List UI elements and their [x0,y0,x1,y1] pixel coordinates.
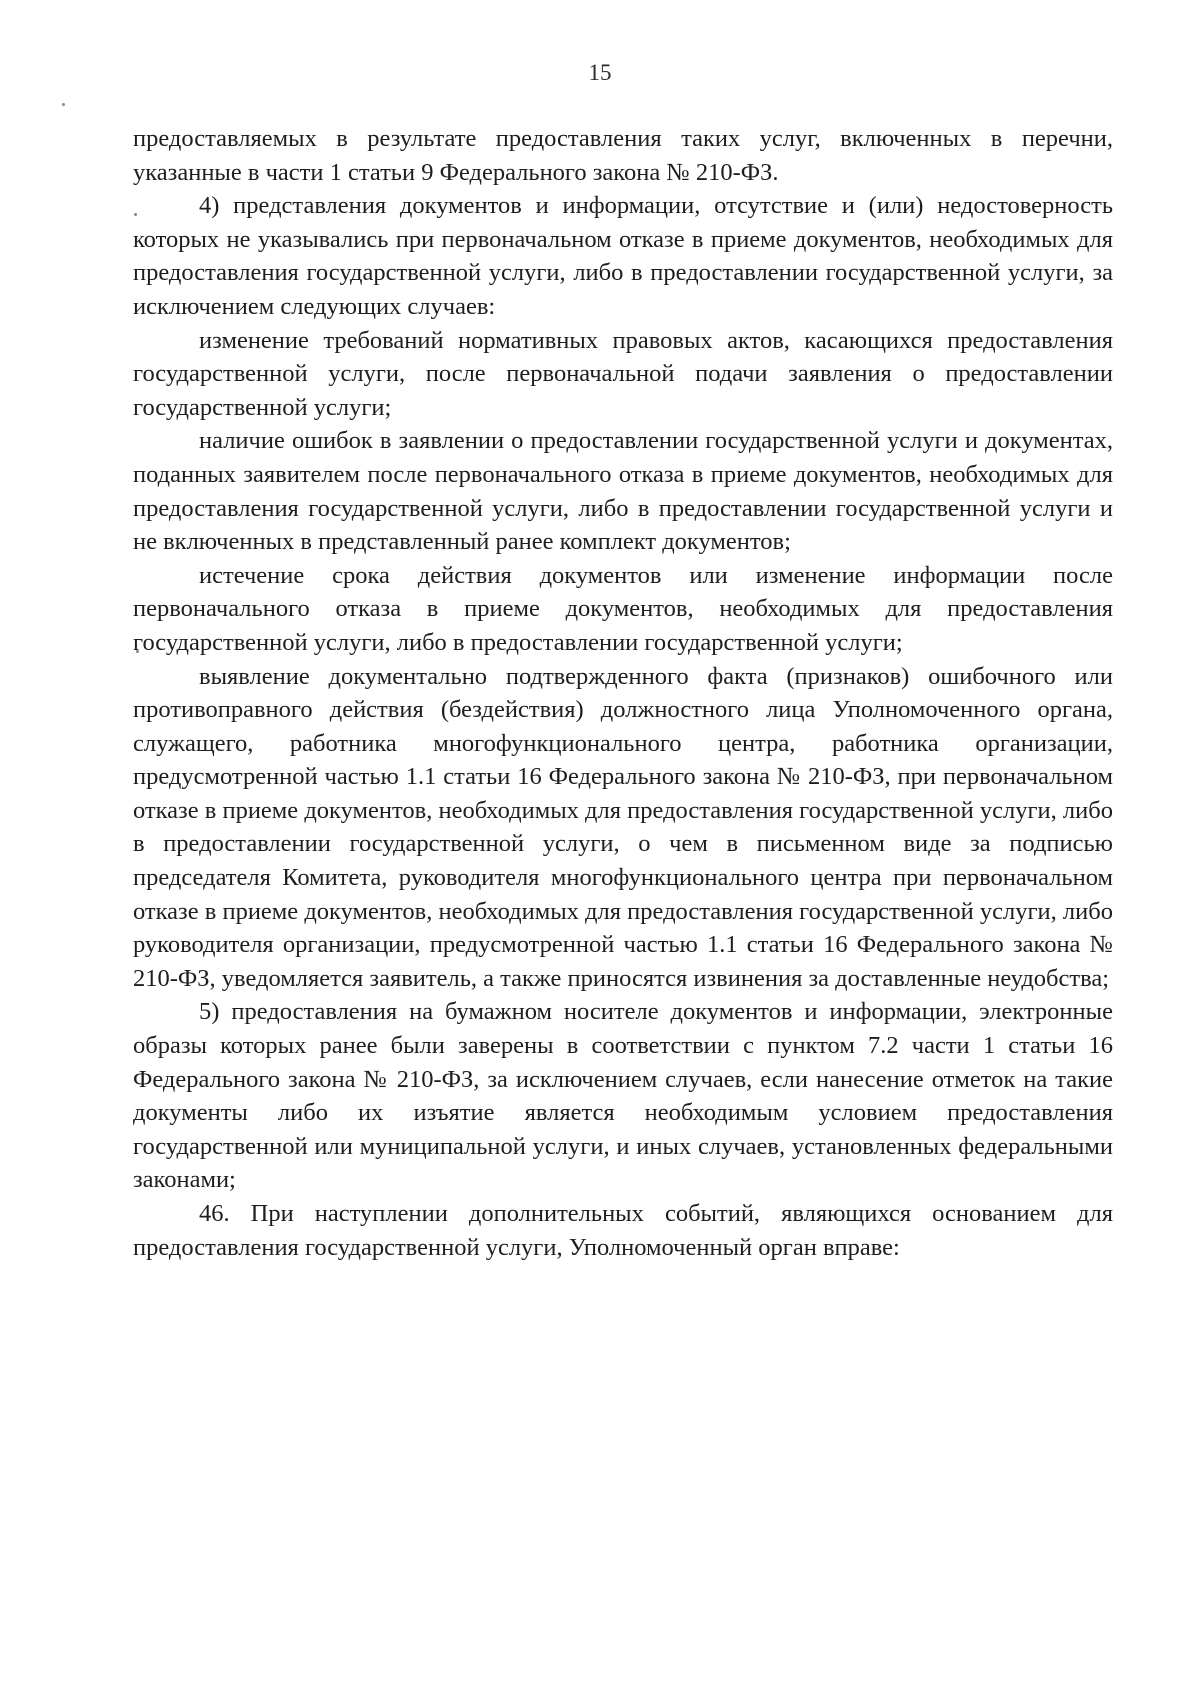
paragraph-item-4: 4) представления документов и информации, отсутствие и (или) недостоверность которых не указывались при первоначальном отказе в приеме документов, необходимых для предоставления государственной услуги, либо в предоставлении государственной услуги, за исключением следующих случаев: [133,192,1113,320]
paragraph-requirements-change: изменение требований нормативных правовых актов, касающихся предоставления государственной услуги, после первоначальной подачи заявления о предоставлении государственной услуги; [133,326,1113,421]
paragraph-erroneous-action: выявление документально подтвержденного факта (признаков) ошибочного или противоправного действия (бездействия) должностного лица Уполномоченного органа, служащего, работника многофункционального центра, работника организации, предусмотренной частью 1.1 статьи 16 Федерального закона № 210-ФЗ, при первоначальном отказе в приеме документов, необходимых для предоставления государственной услуги, либо в предоставлении государственной услуги, о чем в письменном виде за подписью председателя Комитета, руководителя многофункционального центра при первоначальном отказе в приеме документов, необходимых для предоставления государственной услуги, либо руководителя организации, предусмотренной частью 1.1 статьи 16 Федерального закона № 210-ФЗ, уведомляется заявитель, а также приносятся извинения за доставленные неудобства; [133,662,1113,992]
page-number: 15 [588,60,612,85]
paragraph-document-expiry: истечение срока действия документов или изменение информации после первоначального отказа в приеме документов, необходимых для предоставления государственной услуги, либо в предоставлении государственной услуги; [133,561,1113,656]
paragraph-errors-in-application: наличие ошибок в заявлении о предоставлении государственной услуги и документах, поданных заявителем после первоначального отказа в приеме документов, необходимых для предоставления государственной услуги, либо в предоставлении государственной услуги и не включенных в представленный ранее комплект документов; [133,427,1113,556]
paragraph-item-5: 5) предоставления на бумажном носителе документов и информации, электронные образы которых ранее были заверены в соответствии с пунктом 7.2 части 1 статьи 16 Федерального закона № 210-ФЗ, за исключением случаев, если нанесение отметок на такие документы либо их изъятие является необходимым условием предоставления государственной или муниципальной услуги, и иных случаев, установленных федеральными законами; [133,998,1113,1194]
paragraph-section-46: 46. При наступлении дополнительных событий, являющихся основанием для предоставления государственной услуги, Уполномоченный орган вправе: [133,1200,1113,1261]
document-body [133,122,1113,1264]
paragraph-continuation: предоставляемых в результате предоставления таких услуг, включенных в перечни, указанные в части 1 статьи 9 Федерального закона № 210-ФЗ. [133,125,1113,186]
scan-speck [62,103,65,106]
